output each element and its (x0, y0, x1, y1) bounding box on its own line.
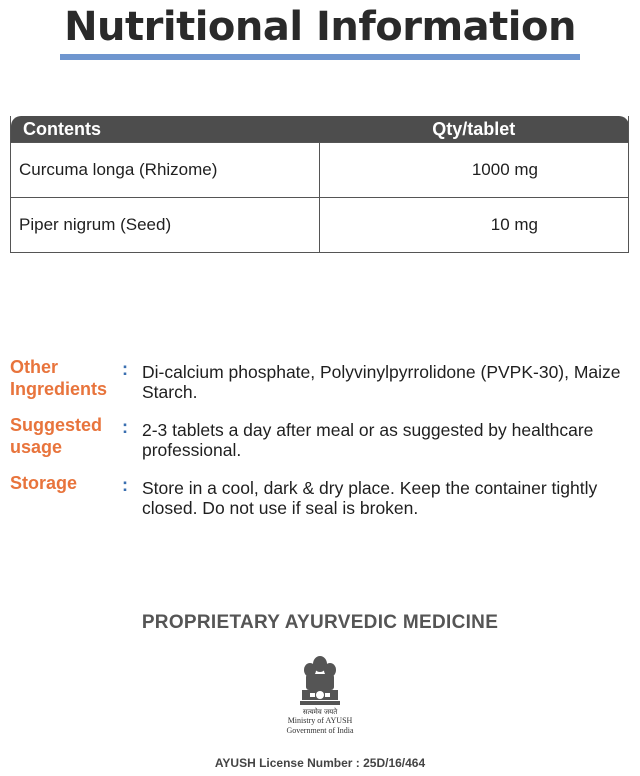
title-underline (60, 54, 580, 60)
detail-label: Other Ingredients (10, 357, 108, 399)
page-title: Nutritional Information (64, 4, 576, 50)
table-header-row (11, 116, 629, 143)
qty-cell: 10 mg (320, 198, 629, 253)
detail-other-ingredients (10, 356, 630, 402)
detail-value: Di-calcium phosphate, Polyvinylpyrrolidone (PVPK-30), Maize Starch. (142, 362, 621, 402)
content-cell: Curcuma longa (Rhizome) (11, 143, 320, 198)
government-name: Government of India (286, 726, 354, 735)
product-details (10, 356, 630, 530)
qty-cell: 1000 mg (320, 143, 629, 198)
detail-storage (10, 472, 630, 518)
license-number: AYUSH License Number : 25D/16/464 (214, 756, 426, 770)
detail-suggested-usage (10, 414, 630, 460)
ministry-name: Ministry of AYUSH (287, 716, 353, 725)
emblem-motto: सत्यमेव जयते (302, 708, 338, 716)
proprietary-label: PROPRIETARY AYURVEDIC MEDICINE (141, 612, 499, 633)
detail-label: Storage (10, 473, 78, 493)
table-row (11, 143, 629, 198)
detail-value: Store in a cool, dark & dry place. Keep the container tightly closed. Do not use if seal is broken. (142, 478, 598, 518)
header-contents: Contents (11, 116, 320, 143)
table-row (11, 198, 629, 253)
nutrition-table (10, 116, 629, 253)
detail-value: 2-3 tablets a day after meal or as suggested by healthcare professional. (142, 420, 594, 460)
detail-colon: : (122, 359, 128, 379)
detail-colon: : (122, 417, 128, 437)
detail-label: Suggested usage (10, 415, 103, 457)
content-cell: Piper nigrum (Seed) (11, 198, 320, 253)
header-qty: Qty/tablet (320, 116, 629, 143)
national-emblem-icon (296, 654, 344, 716)
ministry-block (0, 716, 640, 736)
detail-colon: : (122, 475, 128, 495)
